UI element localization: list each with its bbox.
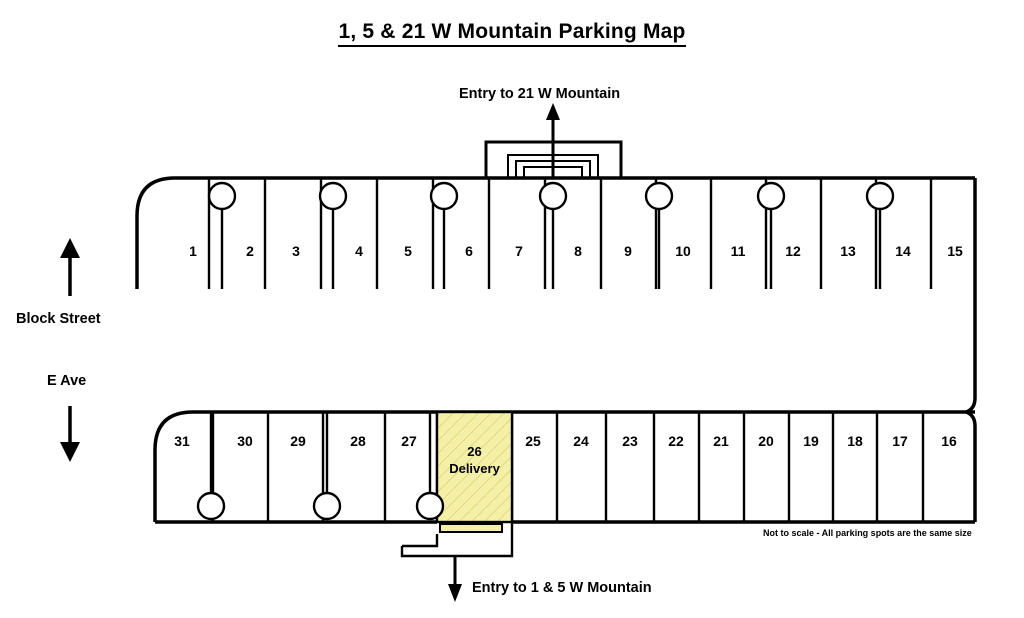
arrow-up-icon (546, 103, 560, 120)
stall-label-top[interactable]: 10 (675, 243, 691, 259)
stall-label-top[interactable]: 6 (465, 243, 473, 259)
stall-label-bottom[interactable]: 25 (525, 433, 541, 449)
e-ave-arrow-group (60, 406, 80, 462)
arrow-down-icon (60, 442, 80, 462)
post-icon (320, 183, 346, 289)
stall-label-bottom[interactable]: 23 (622, 433, 638, 449)
delivery-stall-number: 26 (467, 444, 482, 459)
post-icon (758, 183, 784, 289)
delivery-curb (440, 524, 502, 532)
lot-right-edge (966, 178, 975, 522)
stall-label-top[interactable]: 12 (785, 243, 801, 259)
stall-label-bottom[interactable]: 29 (290, 433, 306, 449)
block-street-label: Block Street (16, 311, 101, 327)
arrow-down-icon (448, 584, 462, 602)
stall-label-top[interactable]: 9 (624, 243, 632, 259)
post-icon (867, 183, 893, 289)
post-icon (198, 413, 224, 519)
arrow-up-icon (60, 238, 80, 258)
stall-label-bottom[interactable]: 31 (174, 433, 190, 449)
stall-label-top[interactable]: 5 (404, 243, 412, 259)
stall-label-bottom[interactable]: 30 (237, 433, 253, 449)
stall-label-top[interactable]: 15 (947, 243, 963, 259)
stall-label-bottom[interactable]: 16 (941, 433, 957, 449)
entry-bottom-path-left (402, 546, 455, 556)
stall-label-bottom[interactable]: 19 (803, 433, 819, 449)
post-icon (646, 183, 672, 289)
stall-label-bottom[interactable]: 17 (892, 433, 908, 449)
entry-top-group (486, 103, 621, 178)
stall-label-top[interactable]: 3 (292, 243, 300, 259)
page-title: 1, 5 & 21 W Mountain Parking Map (0, 20, 1024, 44)
stall-label-top[interactable]: 11 (730, 243, 746, 259)
stall-label-top[interactable]: 14 (895, 243, 911, 259)
post-icon (314, 413, 340, 519)
stall-label-top[interactable]: 2 (246, 243, 254, 259)
entry-top-label: Entry to 21 W Mountain (459, 86, 621, 102)
stall-label-top[interactable]: 4 (355, 243, 363, 259)
stall-label-bottom[interactable]: 24 (573, 433, 589, 449)
post-icon (209, 183, 235, 289)
post-icon (431, 183, 457, 289)
entry-bottom-label: Entry to 1 & 5 W Mountain (472, 580, 652, 596)
stall-label-bottom[interactable]: 22 (668, 433, 684, 449)
delivery-stall-text: Delivery (449, 461, 500, 476)
scale-footnote: Not to scale - All parking spots are the same size (763, 528, 972, 538)
bottom-row-posts (198, 413, 443, 519)
delivery-stall-label (437, 443, 512, 477)
stall-label-bottom[interactable]: 20 (758, 433, 774, 449)
stall-label-bottom[interactable]: 28 (350, 433, 366, 449)
stall-label-top[interactable]: 7 (515, 243, 523, 259)
top-row-posts (209, 183, 893, 289)
block-street-arrow-group (60, 238, 80, 296)
entry-bottom-path-upper (402, 534, 437, 546)
lot-bottom-row-top-edge (155, 412, 975, 522)
outline-helper (135, 178, 975, 424)
stall-label-bottom[interactable]: 21 (713, 433, 729, 449)
stall-label-bottom[interactable]: 27 (401, 433, 417, 449)
top-row-dividers (209, 178, 931, 289)
e-ave-label: E Ave (47, 373, 87, 389)
stall-label-top[interactable]: 1 (189, 243, 197, 259)
stall-label-top[interactable]: 13 (840, 243, 856, 259)
stall-label-bottom[interactable]: 18 (847, 433, 863, 449)
stall-label-top[interactable]: 8 (574, 243, 582, 259)
